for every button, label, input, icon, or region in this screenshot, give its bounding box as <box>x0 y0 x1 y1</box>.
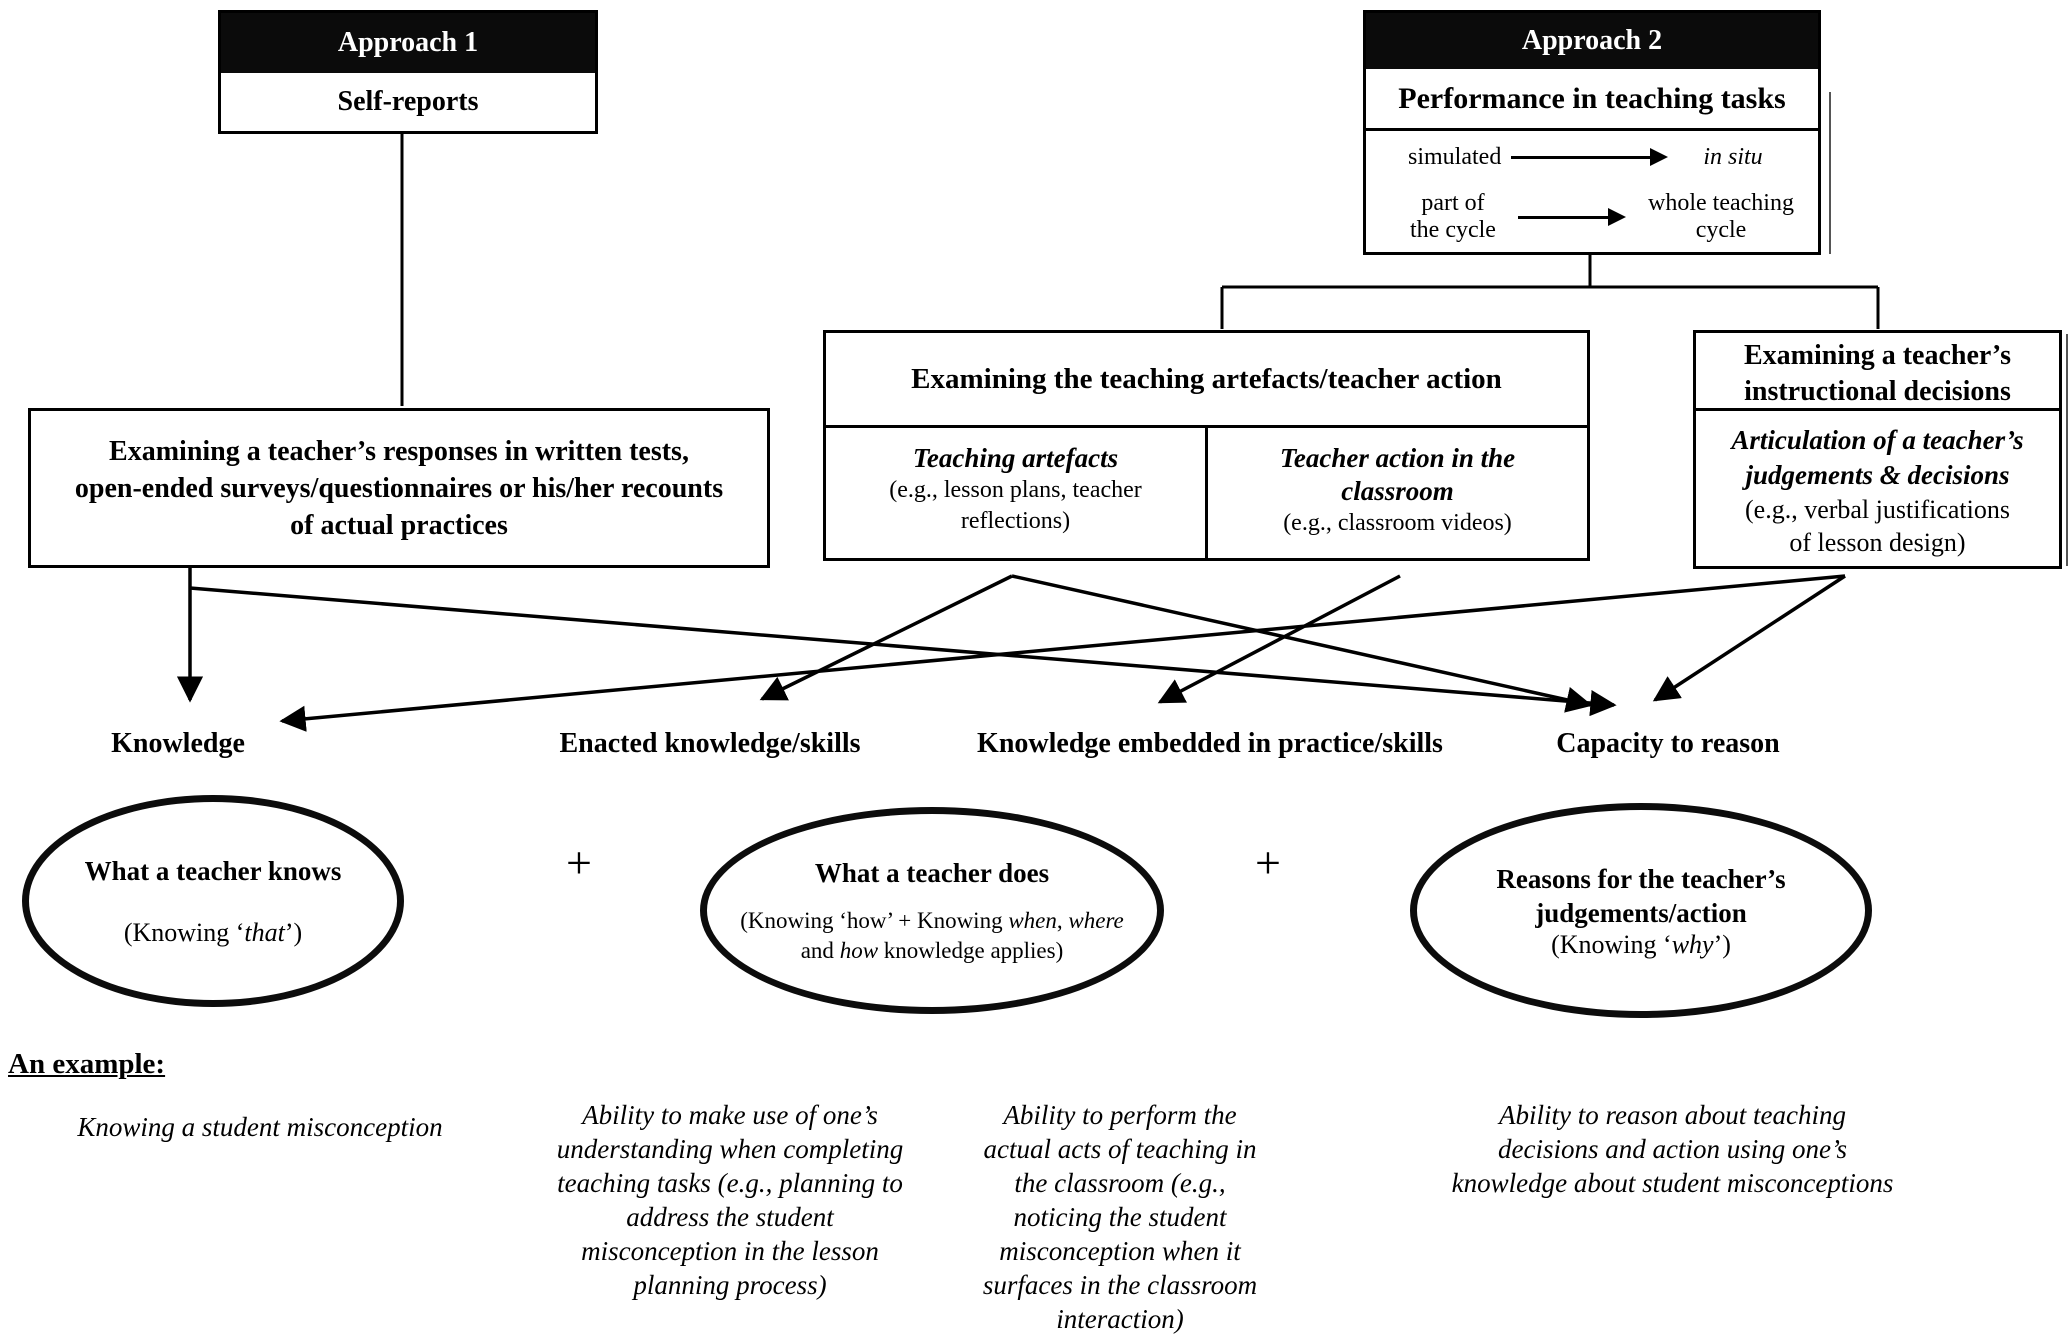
right-arrow-icon <box>1518 208 1626 226</box>
knowledge-example: Knowing a student misconception <box>77 1112 443 1142</box>
does-caption: (Knowing ‘how’ + Knowing when, where and how knowledge applies) <box>740 907 1124 963</box>
teacher-action-detail: (e.g., classroom videos) <box>1283 510 1512 536</box>
reasons-title: Reasons for the teacher’s judgements/action <box>1496 863 1786 928</box>
selfreports-text-line: Examining a teacher’s responses in written tests, <box>109 435 689 467</box>
teaching-artefacts-cell <box>826 428 1208 560</box>
arrow-artefacts-to-enacted <box>762 576 1012 699</box>
approach2-subtitle: Performance in teaching tasks <box>1366 69 1818 131</box>
instructional-decisions-header: Examining a teacher’s instructional decisions <box>1696 333 2059 411</box>
construct-label-knowledge: Knowledge <box>111 728 245 759</box>
teaching-artefacts-detail: (e.g., lesson plans, teacher reflections) <box>889 477 1142 534</box>
selfreports-text-line: of actual practices <box>290 509 508 541</box>
capacity-example: Ability to reason about teaching decisions and action using one’s knowledge about student misconceptions <box>1451 1100 1894 1198</box>
reasons-ellipse <box>1410 803 1872 1018</box>
does-ellipse <box>700 807 1164 1014</box>
selfreports-text-line: open-ended surveys/questionnaires or his/her recounts <box>74 472 724 504</box>
whole-cycle-label: whole teaching cycle <box>1648 190 1794 243</box>
construct-label-embedded: Knowledge embedded in practice/skills <box>977 728 1443 759</box>
plus-sign: + <box>1255 837 1281 888</box>
knows-title: What a teacher knows <box>84 856 342 886</box>
does-title: What a teacher does <box>814 857 1050 888</box>
arrow-selfreports-to-capacity <box>190 588 1614 705</box>
articulation-title: Articulation of a teacher’s judgements & decisions <box>1731 425 2024 490</box>
arrow-artefacts-to-capacity <box>1012 576 1590 705</box>
example-heading: An example: <box>8 1048 166 1080</box>
approach1-subtitle: Self-reports <box>337 86 479 117</box>
teacher-action-cell <box>1208 428 1587 560</box>
simulated-label: simulated <box>1408 143 1502 170</box>
artefacts-action-cells <box>826 428 1587 560</box>
instructional-decisions-box <box>1693 330 2062 569</box>
arrow-decisions-to-capacity <box>1655 576 1845 700</box>
knows-ellipse <box>22 795 404 1007</box>
artefacts-action-header: Examining the teaching artefacts/teacher action <box>826 333 1587 428</box>
approach1-box <box>218 10 598 134</box>
right-arrow-icon <box>1511 148 1668 166</box>
teacher-action-title: Teacher action in the classroom <box>1279 443 1516 506</box>
enacted-example: Ability to make use of one’s understanding when completing teaching tasks (e.g., planning to address the student misconception in the lesson planning process) <box>556 1100 904 1300</box>
teaching-artefacts-title: Teaching artefacts <box>912 443 1119 473</box>
construct-label-capacity: Capacity to reason <box>1556 728 1780 759</box>
approach2-box-shadow-edge <box>1829 92 1831 254</box>
arrow-action-to-embedded <box>1160 576 1400 702</box>
part-of-cycle-label: part of the cycle <box>1410 190 1496 243</box>
plus-sign: + <box>566 837 592 888</box>
decisions-box-shadow-edge <box>2066 334 2068 566</box>
approach1-header: Approach 1 <box>221 13 595 73</box>
embedded-example: Ability to perform the actual acts of teaching in the classroom (e.g., noticing the student misconception when it surfaces in the classroom interaction) <box>982 1100 1258 1334</box>
articulation-detail: (e.g., verbal justifications of lesson design) <box>1745 495 2010 557</box>
construct-label-enacted: Enacted knowledge/skills <box>559 728 861 759</box>
arrow-decisions-to-knowledge <box>282 576 1845 721</box>
knows-caption: (Knowing ‘that’) <box>123 918 303 947</box>
approach2-cycle-row <box>1366 183 1818 251</box>
instructional-decisions-body <box>1696 411 2059 559</box>
approach2-header: Approach 2 <box>1366 13 1818 69</box>
in-situ-label: in situ <box>1703 143 1763 170</box>
approach2-box <box>1363 10 1821 255</box>
artefacts-action-box <box>823 330 1590 561</box>
reasons-caption: (Knowing ‘why’) <box>1551 929 1731 959</box>
selfreports-method-box <box>28 408 770 568</box>
approach2-simulated-row <box>1366 131 1818 183</box>
